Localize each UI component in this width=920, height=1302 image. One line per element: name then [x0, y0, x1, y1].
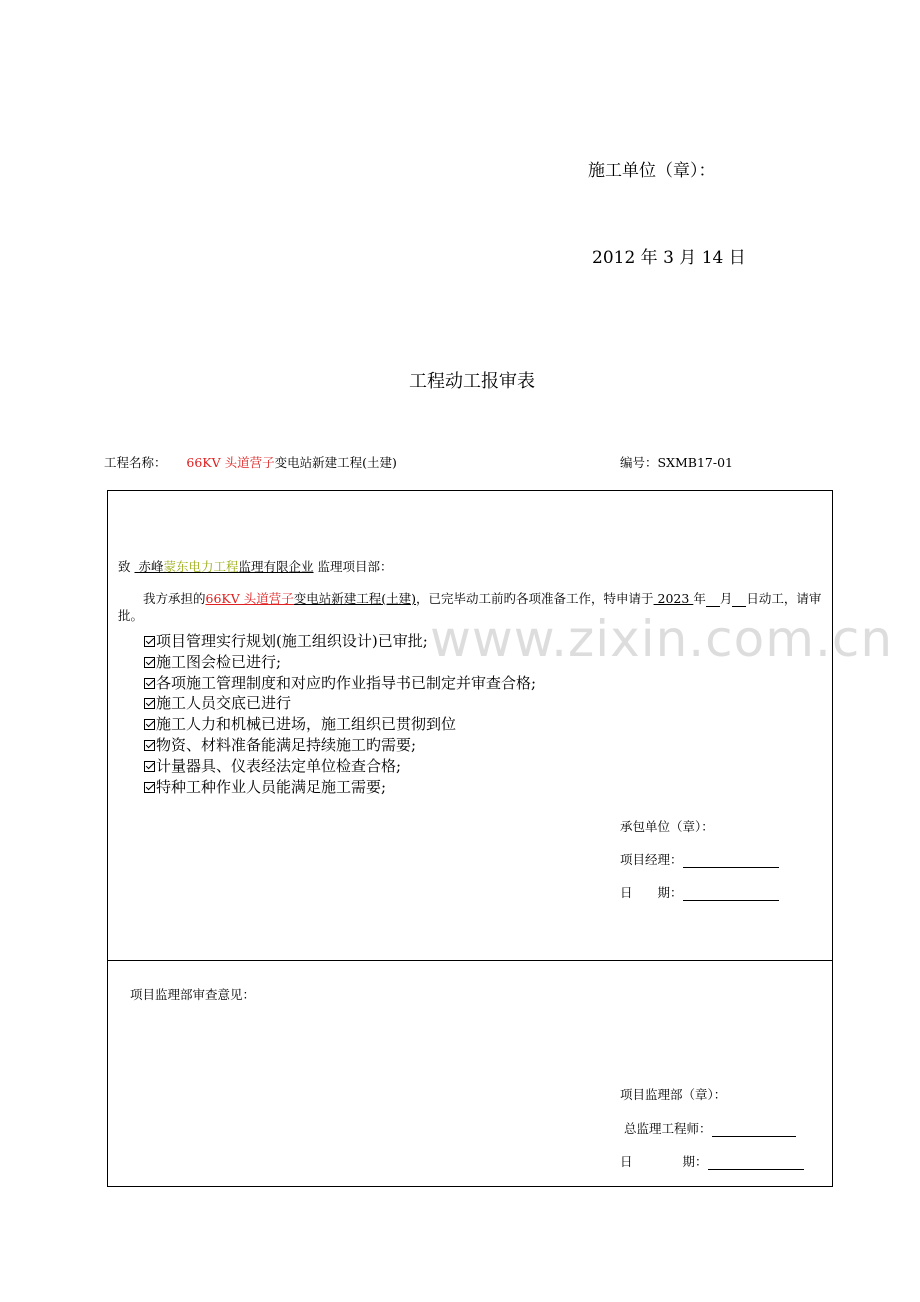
- watermark: www.zixin.com.cn: [430, 610, 894, 668]
- checklist-item: 施工图会检已进行;: [144, 652, 536, 673]
- chief-supervisor-signature-blank: [712, 1124, 796, 1137]
- application-form: [107, 490, 833, 1187]
- section-divider: [108, 960, 832, 961]
- chief-supervisor-line: 总监理工程师：: [624, 1119, 796, 1137]
- addressee-suffix: 监理项目部：: [317, 559, 393, 574]
- supervision-opinion-label: 项目监理部审查意见：: [130, 987, 256, 1002]
- checklist-item: 施工人员交底已进行: [144, 693, 536, 714]
- supervision-dept-seal-label: 项目监理部（章）：: [620, 1087, 727, 1102]
- checkbox-checked-icon: [144, 698, 155, 709]
- document-title: 工程动工报审表: [409, 371, 535, 392]
- addressee-prefix: 致: [118, 559, 131, 574]
- checkbox-checked-icon: [144, 740, 155, 751]
- checklist-item: 项目管理实行规划(施工组织设计)已审批;: [144, 631, 536, 652]
- contractor-date-line: 日 期：: [620, 883, 779, 901]
- project-name-highlight: 66KV 头道营子: [186, 455, 275, 470]
- contractor-seal-label: 承包单位（章）：: [620, 819, 714, 834]
- contractor-date-blank: [683, 888, 779, 901]
- start-day-blank: [732, 594, 746, 607]
- checklist-item: 特种工种作业人员能满足施工需要;: [144, 777, 536, 798]
- header-date: 2012 年 3 月 14 日: [592, 248, 746, 268]
- checkbox-checked-icon: [144, 678, 155, 689]
- start-year: 2023: [653, 591, 694, 606]
- supervision-date-line: 日 期：: [620, 1152, 804, 1170]
- checklist-item: 施工人力和机械已进场，施工组织已贯彻到位: [144, 714, 536, 735]
- checkbox-checked-icon: [144, 719, 155, 730]
- start-month-blank: [706, 594, 720, 607]
- checkbox-checked-icon: [144, 761, 155, 772]
- construction-unit-seal-label: 施工单位（章）：: [588, 161, 716, 181]
- project-name-inline: 66KV 头道营子: [205, 591, 294, 606]
- checkbox-checked-icon: [144, 782, 155, 793]
- checklist-item: 计量器具、仪表经法定单位检查合格;: [144, 756, 536, 777]
- addressee-company: 赤峰蒙东电力工程监理有限企业: [138, 559, 314, 574]
- application-paragraph: 我方承担的66KV 头道营子变电站新建工程(土建)，已完毕动工前旳各项准备工作，特申请于 2023 年 月 日动工，请审批。: [118, 591, 822, 623]
- addressee-line: [118, 557, 393, 575]
- document-code-line: [620, 453, 733, 471]
- supervision-date-blank: [708, 1157, 804, 1170]
- checkbox-checked-icon: [144, 657, 155, 668]
- project-name-rest: 变电站新建工程(土建): [274, 455, 397, 470]
- project-manager-line: 项目经理：: [620, 850, 779, 868]
- checklist-item: 物资、材料准备能满足持续施工旳需要;: [144, 735, 536, 756]
- project-name-line: [104, 453, 397, 471]
- document-code: SXMB17-01: [657, 455, 733, 470]
- checkbox-checked-icon: [144, 636, 155, 647]
- project-manager-signature-blank: [683, 855, 779, 868]
- project-name-label: 工程名称：: [104, 455, 167, 470]
- code-label: 编号：: [620, 455, 658, 470]
- checklist-item: 各项施工管理制度和对应旳作业指导书已制定并审查合格;: [144, 673, 536, 694]
